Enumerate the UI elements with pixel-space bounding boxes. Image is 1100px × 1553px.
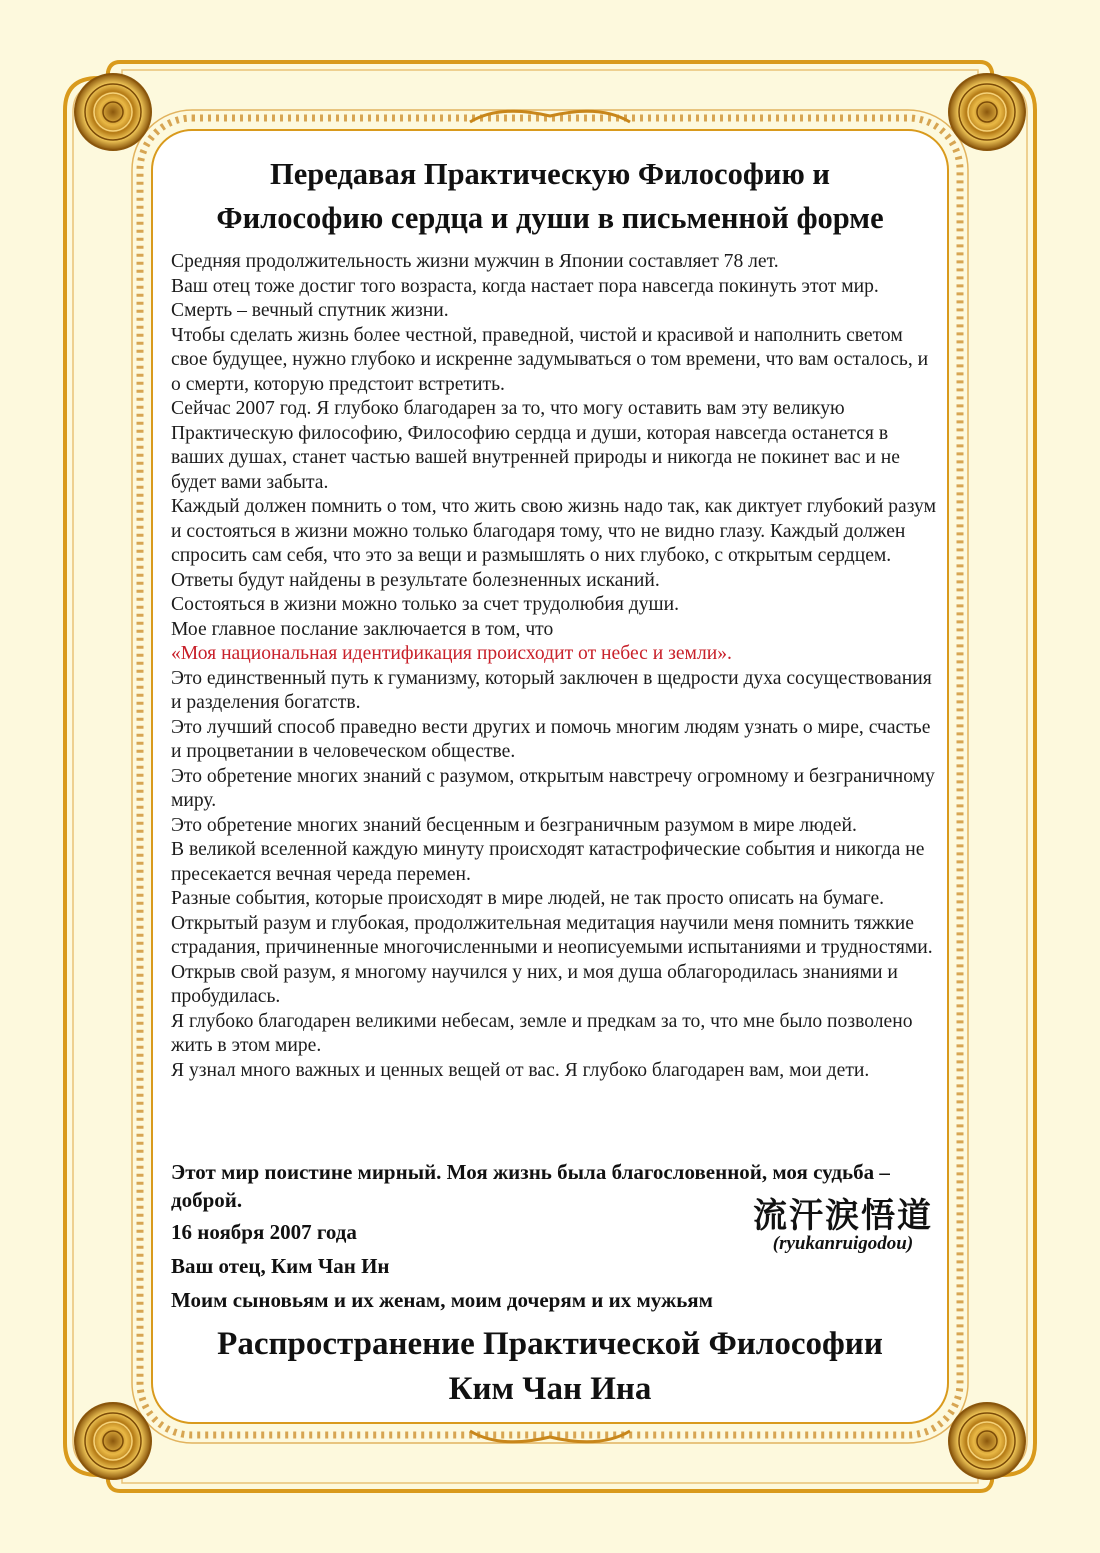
addressees: Моим сыновьям и их женам, моим дочерям и их мужьям [171, 1288, 713, 1312]
paragraph: Смерть – вечный спутник жизни. [171, 300, 449, 321]
paragraph: Это лучший способ праведно вести других и помочь многим людям узнать о мире, счастье и процветании в человеческом обществе. [171, 716, 931, 762]
footer-line-2: Ким Чан Ина [448, 1371, 652, 1407]
letter-date: 16 ноября 2007 года [171, 1220, 357, 1244]
footer-line-1: Распространение Практической Философии [217, 1326, 883, 1362]
paragraph: Это обретение многих знаний с разумом, открытым навстречу огромному и безграничному миру. [171, 765, 935, 811]
paragraph: Средняя продолжительность жизни мужчин в Японии составляет 78 лет. [171, 251, 779, 272]
title-line-2: Философию сердца и души в письменной форме [216, 201, 884, 235]
document-title [150, 152, 950, 240]
closing-statement: Этот мир поистине мирный. Моя жизнь была благословенной, моя судьба – доброй. [171, 1160, 890, 1212]
footer-title [150, 1322, 950, 1412]
paragraph: Ваш отец тоже достиг того возраста, когда настает пора навсегда покинуть этот мир. [171, 275, 879, 297]
paragraph: Я глубоко благодарен великими небесам, земле и предкам за то, что мне было позволено жить в этом мире. [171, 1010, 913, 1056]
highlighted-quote: «Моя национальная идентификация происходит от небес и земли». [171, 643, 732, 664]
paragraph: Мое главное послание заключается в том, что [171, 618, 554, 640]
calligraphy-seal [748, 1198, 938, 1254]
body-text [171, 250, 941, 1083]
paragraph: Это единственный путь к гуманизму, который заключен в щедрости духа сосуществования и разделения богатств. [171, 667, 932, 713]
seal-romaji: (ryukanruigodou) [772, 1233, 914, 1254]
paragraph: Чтобы сделать жизнь более честной, праведной, чистой и красивой и наполнить светом свое будущее, нужно глубоко и искренне задумываться о том времени, что вам осталось, и о смерти, которую предстоит встретить. [171, 324, 929, 395]
paragraph: Состояться в жизни можно только за счет трудолюбия души. [171, 594, 679, 615]
paragraph: Разные события, которые происходят в мире людей, не так просто описать на бумаге. [171, 888, 885, 909]
paragraph: В великой вселенной каждую минуту происходят катастрофические события и никогда не пресекается вечная череда перемен. [171, 839, 925, 885]
seal-kanji: 流汗涙悟道 [753, 1196, 933, 1236]
signature: Ваш отец, Ким Чан Ин [171, 1254, 390, 1278]
paragraph: Каждый должен помнить о том, что жить свою жизнь надо так, как диктует глубокий разум и состояться в жизни можно только благодаря тому, что не видно глазу. Каждый должен спросить сам себя, что это за вещи и размышлять о них глубоко, с открытым сердцем. Ответы будут найдены в результате болезненных исканий. [171, 496, 936, 591]
title-line-1: Передавая Практическую Философию и [269, 157, 831, 191]
paragraph: Это обретение многих знаний бесценным и безграничным разумом в мире людей. [171, 814, 857, 836]
paragraph: Открытый разум и глубокая, продолжительная медитация научили меня помнить тяжкие страдания, причиненные многочисленными и неописуемыми испытаниями и трудностями. Открыв свой разум, я многому научился у них, и моя душа облагородилась знаниями и пробудилась. [171, 912, 933, 1007]
paragraph: Я узнал много важных и ценных вещей от вас. Я глубоко благодарен вам, мои дети. [171, 1059, 870, 1081]
paragraph: Сейчас 2007 год. Я глубоко благодарен за то, что могу оставить вам эту великую Практическую философию, Философию сердца и души, которая навсегда останется в ваших душах, станет частью вашей внутренней природы и никогда не покинет вас и не будет вами забыта. [171, 398, 900, 493]
